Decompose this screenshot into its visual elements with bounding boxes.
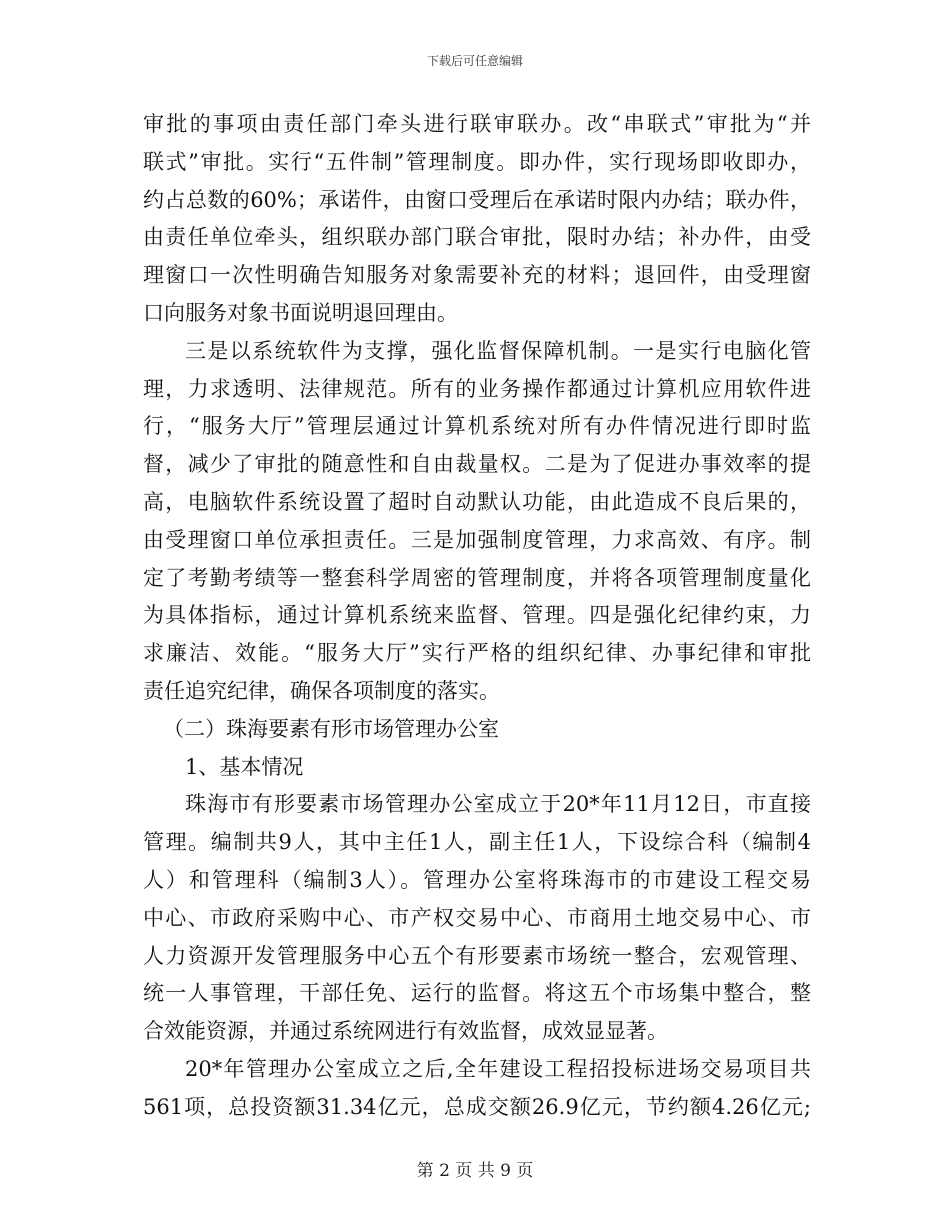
text-line: 约占总数的60%；承诺件，由窗口受理后在承诺时限内办结；联办件， <box>143 187 811 212</box>
text-line: 561项，总投资额31.34亿元，总成交额26.9亿元，节约额4.26亿元; <box>143 1094 811 1119</box>
document-body <box>143 106 811 1127</box>
text-line: 人力资源开发管理服务中心五个有形要素市场统一整合，宏观管理、 <box>143 943 811 968</box>
text-line: 三是以系统软件为支撑，强化监督保障机制。一是实行电脑化管 <box>185 338 811 363</box>
text-line: 20*年管理办公室成立之后,全年建设工程招投标进场交易项目共 <box>185 1056 811 1081</box>
text-line: 珠海市有形要素市场管理办公室成立于20*年11月12日，市直接 <box>185 792 811 817</box>
text-line: 管理。编制共9人，其中主任1人，副主任1人，下设综合科（编制4 <box>143 830 811 855</box>
text-line: 理窗口一次性明确告知服务对象需要补充的材料；退回件，由受理窗 <box>143 263 811 288</box>
text-line: 责任追究纪律，确保各项制度的落实。 <box>143 678 500 703</box>
text-line: 审批的事项由责任部门牵头进行联审联办。改“串联式”审批为“并 <box>143 112 811 136</box>
text-line: 由受理窗口单位承担责任。三是加强制度管理，力求高效、有序。制 <box>143 527 811 552</box>
text-line: 督，减少了审批的随意性和自由裁量权。二是为了促进办事效率的提 <box>143 452 811 477</box>
page-header: 下载后可任意编辑 <box>426 54 523 68</box>
text-line: 由责任单位牵头，组织联办部门联合审批，限时办结；补办件，由受 <box>143 225 811 250</box>
section-heading: （二）珠海要素有形市场管理办公室 <box>163 716 499 741</box>
text-line: 高，电脑软件系统设置了超时自动默认功能，由此造成不良后果的， <box>143 489 811 514</box>
text-line: 行，“服务大厅”管理层通过计算机系统对所有办件情况进行即时监 <box>143 414 811 439</box>
text-line: 为具体指标，通过计算机系统来监督、管理。四是强化纪律约束，力 <box>143 603 811 628</box>
text-line: 联式”审批。实行“五件制”管理制度。即办件，实行现场即收即办， <box>143 149 811 174</box>
text-line: 定了考勤考绩等一整套科学周密的管理制度，并将各项管理制度量化 <box>143 565 811 590</box>
text-line: 口向服务对象书面说明退回理由。 <box>143 300 458 325</box>
page-number: 第 2 页 共 9 页 <box>416 1161 534 1181</box>
text-line: 中心、市政府采购中心、市产权交易中心、市商用土地交易中心、市 <box>143 905 811 930</box>
text-line: 理，力求透明、法律规范。所有的业务操作都通过计算机应用软件进 <box>143 376 811 401</box>
text-line: 合效能资源，并通过系统网进行有效监督，成效显显著。 <box>143 1019 668 1044</box>
text-line: 统一人事管理，干部任免、运行的监督。将这五个市场集中整合，整 <box>143 981 811 1006</box>
text-line: 求廉洁、效能。“服务大厅”实行严格的组织纪律、办事纪律和审批 <box>143 641 811 666</box>
text-line: 人）和管理科（编制3人）。管理办公室将珠海市的市建设工程交易 <box>143 867 811 892</box>
subsection-heading: 1、基本情况 <box>185 754 304 779</box>
